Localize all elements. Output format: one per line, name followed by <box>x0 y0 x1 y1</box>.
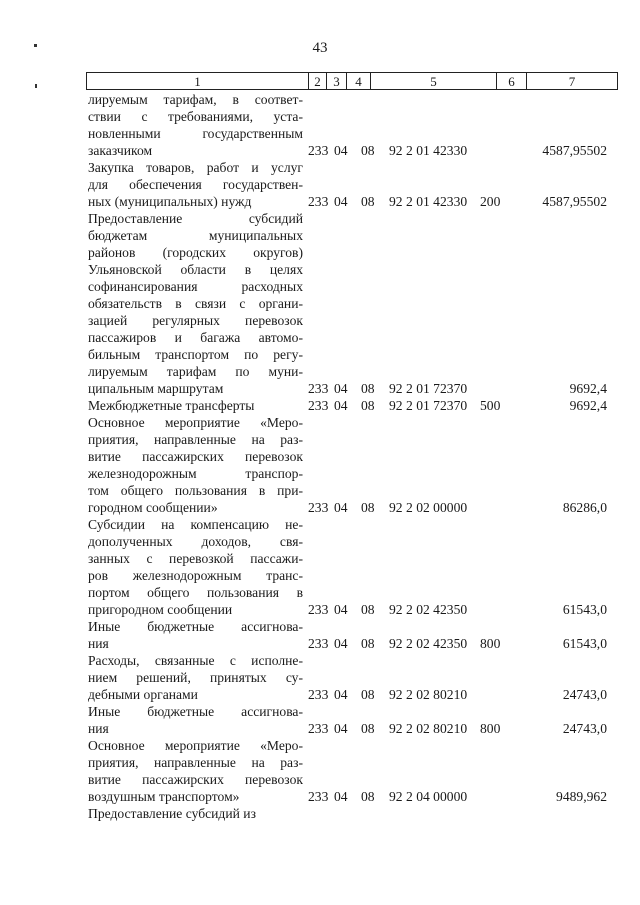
row-description <box>88 210 303 397</box>
ministry-code: 233 <box>308 381 329 396</box>
section-code: 04 <box>334 636 348 651</box>
table-row <box>0 210 640 397</box>
subsection-code: 08 <box>361 143 375 158</box>
subsection-code: 08 <box>361 194 375 209</box>
description-line: Межбюджетные трансферты <box>88 398 255 413</box>
header-col-1: 1 <box>87 73 309 89</box>
description-line: воздушным транспортом» <box>88 789 240 804</box>
target-article-code: 92 2 02 00000 <box>389 500 468 515</box>
subsection-code: 08 <box>361 602 375 617</box>
ministry-code: 233 <box>308 500 329 515</box>
target-article-code: 92 2 01 72370 <box>389 398 468 413</box>
row-description <box>88 618 303 652</box>
amount: 86286,0 <box>562 500 607 515</box>
table-row <box>0 805 640 822</box>
header-col-2: 2 <box>309 73 327 89</box>
amount: 4587,95502 <box>542 194 607 209</box>
subsection-code: 08 <box>361 789 375 804</box>
section-code: 04 <box>334 143 348 158</box>
table-row <box>0 618 640 652</box>
description-line: Иные бюджетные ассигнова- <box>88 704 303 719</box>
row-description <box>88 516 303 618</box>
section-code: 04 <box>334 381 348 396</box>
target-article-code: 92 2 01 72370 <box>389 381 468 396</box>
row-description <box>88 414 303 516</box>
subsection-code: 08 <box>361 721 375 736</box>
description-line: ных (муниципальных) нужд <box>88 194 252 209</box>
header-col-4: 4 <box>347 73 371 89</box>
description-line: обязательств в связи с органи- <box>88 296 303 311</box>
description-line: софинансирования расходных <box>88 279 303 294</box>
table-row <box>0 652 640 703</box>
target-article-code: 92 2 02 80210 <box>389 721 468 736</box>
description-line: том общего пользования в при- <box>88 483 303 498</box>
table-row <box>0 737 640 805</box>
amount: 9692,4 <box>569 398 607 413</box>
description-line: пригородном сообщении <box>88 602 233 617</box>
header-col-6: 6 <box>497 73 527 89</box>
amount: 9489,962 <box>556 789 607 804</box>
subsection-code: 08 <box>361 398 375 413</box>
scan-mark <box>35 84 37 88</box>
description-line: для обеспечения государствен- <box>88 177 303 192</box>
description-line: лируемым тарифам, в соответ- <box>88 92 303 107</box>
description-line: нием решений, принятых су- <box>88 670 303 685</box>
amount: 24743,0 <box>562 721 607 736</box>
description-line: Предоставление субсидий из <box>88 806 256 821</box>
description-line: витие пассажирских перевозок <box>88 449 303 464</box>
target-article-code: 92 2 02 80210 <box>389 687 468 702</box>
description-line: новленными государственным <box>88 126 303 141</box>
amount: 24743,0 <box>562 687 607 702</box>
header-col-3: 3 <box>327 73 347 89</box>
section-code: 04 <box>334 789 348 804</box>
description-line: дополученных доходов, свя- <box>88 534 303 549</box>
description-line: ния <box>88 636 109 651</box>
ministry-code: 233 <box>308 602 329 617</box>
subsection-code: 08 <box>361 687 375 702</box>
table-row <box>0 159 640 210</box>
table-row <box>0 414 640 516</box>
table-row <box>0 703 640 737</box>
description-line: городном сообщении» <box>88 500 218 515</box>
table-header-row <box>86 72 618 90</box>
section-code: 04 <box>334 194 348 209</box>
description-line: ствии с требованиями, уста- <box>88 109 303 124</box>
row-description <box>88 397 303 414</box>
ministry-code: 233 <box>308 194 329 209</box>
expense-type-code: 800 <box>480 721 501 736</box>
section-code: 04 <box>334 500 348 515</box>
target-article-code: 92 2 02 42350 <box>389 602 468 617</box>
description-line: бюджетам муниципальных <box>88 228 303 243</box>
description-line: ров железнодорожным транс- <box>88 568 303 583</box>
header-col-7: 7 <box>568 74 576 89</box>
description-line: дебными органами <box>88 687 198 702</box>
description-line: Ульяновской области в целях <box>88 262 303 277</box>
description-line: Субсидии на компенсацию не- <box>88 517 303 532</box>
description-line: Предоставление субсидий <box>88 211 303 226</box>
ministry-code: 233 <box>308 721 329 736</box>
page-number: 43 <box>312 40 328 56</box>
amount: 9692,4 <box>569 381 607 396</box>
description-line: Расходы, связанные с исполне- <box>88 653 303 668</box>
description-line: пассажиров и багажа автомо- <box>88 330 303 345</box>
ministry-code: 233 <box>308 789 329 804</box>
table-body <box>0 91 640 822</box>
ministry-code: 233 <box>308 636 329 651</box>
description-line: лируемым тарифам по муни- <box>88 364 303 379</box>
description-line: Основное мероприятие «Меро- <box>88 738 303 753</box>
expense-type-code: 800 <box>480 636 501 651</box>
amount: 61543,0 <box>562 602 607 617</box>
description-line: занных с перевозкой пассажи- <box>88 551 303 566</box>
expense-type-code: 500 <box>480 398 501 413</box>
ministry-code: 233 <box>308 398 329 413</box>
target-article-code: 92 2 01 42330 <box>389 143 468 158</box>
amount: 61543,0 <box>562 636 607 651</box>
description-line: витие пассажирских перевозок <box>88 772 303 787</box>
section-code: 04 <box>334 721 348 736</box>
table-row <box>0 516 640 618</box>
description-line: портом общего пользования в <box>88 585 303 600</box>
ministry-code: 233 <box>308 687 329 702</box>
target-article-code: 92 2 01 42330 <box>389 194 468 209</box>
table-row <box>0 91 640 159</box>
description-line: районов (городских округов) <box>88 245 303 260</box>
section-code: 04 <box>334 602 348 617</box>
target-article-code: 92 2 02 42350 <box>389 636 468 651</box>
ministry-code: 233 <box>308 143 329 158</box>
row-description <box>88 805 303 822</box>
subsection-code: 08 <box>361 381 375 396</box>
description-line: ципальным маршрутам <box>88 381 224 396</box>
description-line: зацией регулярных перевозок <box>88 313 303 328</box>
row-description <box>88 652 303 703</box>
description-line: ния <box>88 721 109 736</box>
header-col-5: 5 <box>371 73 497 89</box>
row-description <box>88 703 303 737</box>
description-line: Закупка товаров, работ и услуг <box>88 160 303 175</box>
description-line: приятия, направленные на раз- <box>88 432 303 447</box>
description-line: приятия, направленные на раз- <box>88 755 303 770</box>
description-line: железнодорожным транспор- <box>88 466 303 481</box>
row-description <box>88 159 303 210</box>
row-description <box>88 91 303 159</box>
description-line: бильным транспортом по регу- <box>88 347 303 362</box>
subsection-code: 08 <box>361 636 375 651</box>
description-line: Основное мероприятие «Меро- <box>88 415 303 430</box>
description-line: Иные бюджетные ассигнова- <box>88 619 303 634</box>
expense-type-code: 200 <box>480 194 501 209</box>
row-description <box>88 737 303 805</box>
table-row <box>0 397 640 414</box>
amount: 4587,95502 <box>542 143 607 158</box>
target-article-code: 92 2 04 00000 <box>389 789 468 804</box>
subsection-code: 08 <box>361 500 375 515</box>
section-code: 04 <box>334 398 348 413</box>
description-line: заказчиком <box>88 143 153 158</box>
section-code: 04 <box>334 687 348 702</box>
